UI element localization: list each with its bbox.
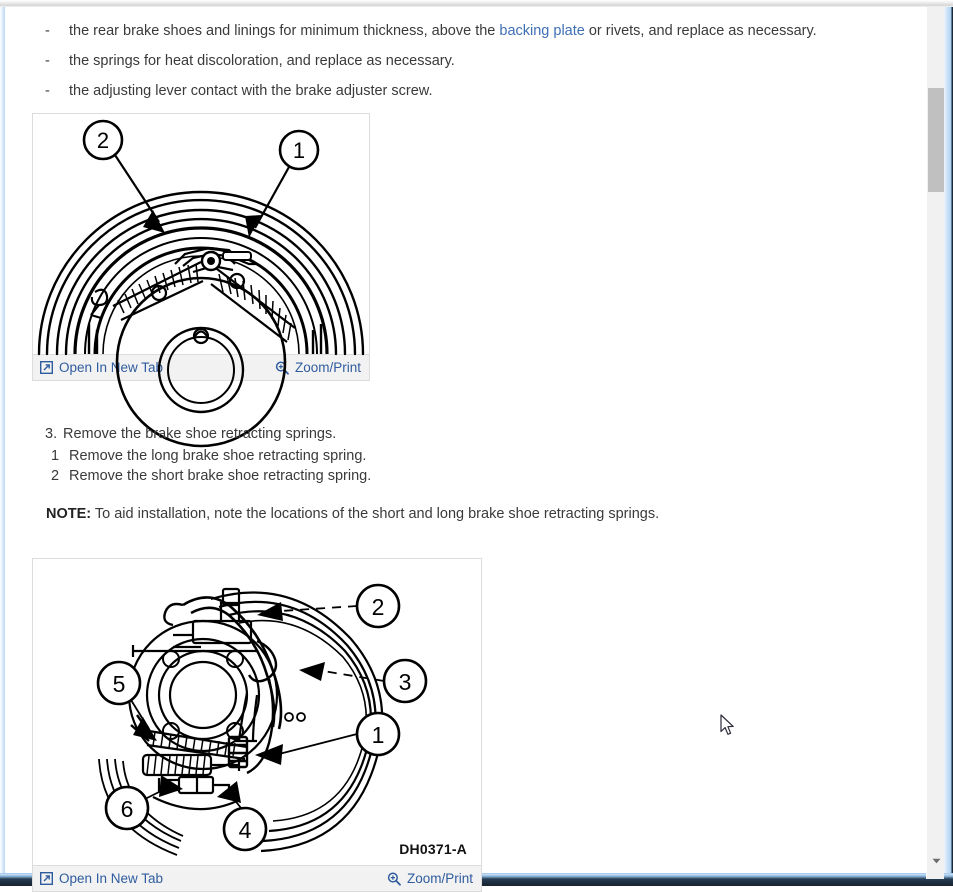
svg-text:3: 3 <box>398 669 412 695</box>
chevron-down-icon <box>932 858 941 864</box>
svg-text:4: 4 <box>238 817 252 843</box>
open-in-new-tab-button[interactable] <box>40 872 163 886</box>
open-in-new-tab-label: Open In New Tab <box>59 870 164 886</box>
open-in-new-tab-icon <box>40 361 53 374</box>
svg-text:2: 2 <box>371 594 385 620</box>
note-text: To aid installation, note the locations of the short and long brake shoe retracting springs. <box>94 506 660 522</box>
open-in-new-tab-label: Open In New Tab <box>59 359 164 375</box>
substep <box>45 446 785 466</box>
list-item <box>5 51 926 81</box>
inspection-bullet-list <box>5 7 926 111</box>
figure-footer <box>33 865 481 891</box>
bullet-text: the adjusting lever contact with the brake adjuster screw. <box>69 83 433 99</box>
window-top-edge <box>0 0 953 7</box>
figure-footer <box>33 354 369 380</box>
step-number: 3. <box>45 426 58 442</box>
zoom-print-button[interactable] <box>387 872 473 886</box>
figure-image-brake-shoe-closeup <box>33 114 369 354</box>
bullet-marker: - <box>45 83 50 99</box>
figure-brake-shoe-closeup <box>32 113 370 381</box>
list-item <box>5 21 926 51</box>
step-text: Remove the brake shoe retracting springs. <box>63 426 337 442</box>
window-right-edge <box>944 7 953 879</box>
svg-text:5: 5 <box>112 671 126 697</box>
diagram-code-label: DH0371-A <box>399 841 467 857</box>
zoom-print-label: Zoom/Print <box>294 359 361 375</box>
note-label: NOTE: <box>46 506 92 522</box>
bullet-marker: - <box>45 53 50 69</box>
vertical-scrollbar-thumb[interactable] <box>928 88 944 192</box>
substep-text: Remove the short brake shoe retracting spring. <box>69 468 372 484</box>
step-heading <box>45 424 785 446</box>
svg-text:1: 1 <box>292 138 306 163</box>
svg-text:2: 2 <box>96 128 110 153</box>
magnifier-plus-icon <box>275 361 289 375</box>
bullet-text-pre: the rear brake shoes and linings for minimum thickness, above the <box>69 23 500 39</box>
list-item <box>5 81 926 111</box>
page-viewport <box>5 7 926 886</box>
substep-number: 2 <box>51 468 60 484</box>
vertical-scrollbar[interactable] <box>926 7 944 879</box>
callout-6 <box>106 775 183 829</box>
magnifier-plus-icon <box>387 872 401 886</box>
bullet-text: the springs for heat discoloration, and replace as necessary. <box>69 53 455 69</box>
document-content <box>5 7 926 886</box>
callout-2 <box>257 585 399 627</box>
scroll-down-button[interactable] <box>927 852 945 869</box>
open-in-new-tab-button[interactable] <box>40 361 163 375</box>
substep-text: Remove the long brake shoe retracting spring. <box>69 448 367 464</box>
svg-text:6: 6 <box>120 796 134 822</box>
bullet-text-post: or rivets, and replace as necessary. <box>584 23 817 39</box>
bullet-marker: - <box>45 23 50 39</box>
svg-text:1: 1 <box>371 722 385 748</box>
bullet-text <box>59 21 926 41</box>
figure-brake-assembly <box>32 558 482 892</box>
note-block <box>46 504 659 524</box>
zoom-print-label: Zoom/Print <box>406 870 473 886</box>
callout-4 <box>217 781 266 850</box>
callout-2 <box>84 121 165 233</box>
zoom-print-button[interactable] <box>275 361 361 375</box>
figure-image-brake-assembly <box>33 559 481 865</box>
substep <box>45 466 785 486</box>
procedure-step-3 <box>45 424 785 486</box>
backing-plate-link[interactable]: backing plate <box>499 23 585 39</box>
open-in-new-tab-icon <box>40 872 53 885</box>
substep-number: 1 <box>51 448 60 464</box>
